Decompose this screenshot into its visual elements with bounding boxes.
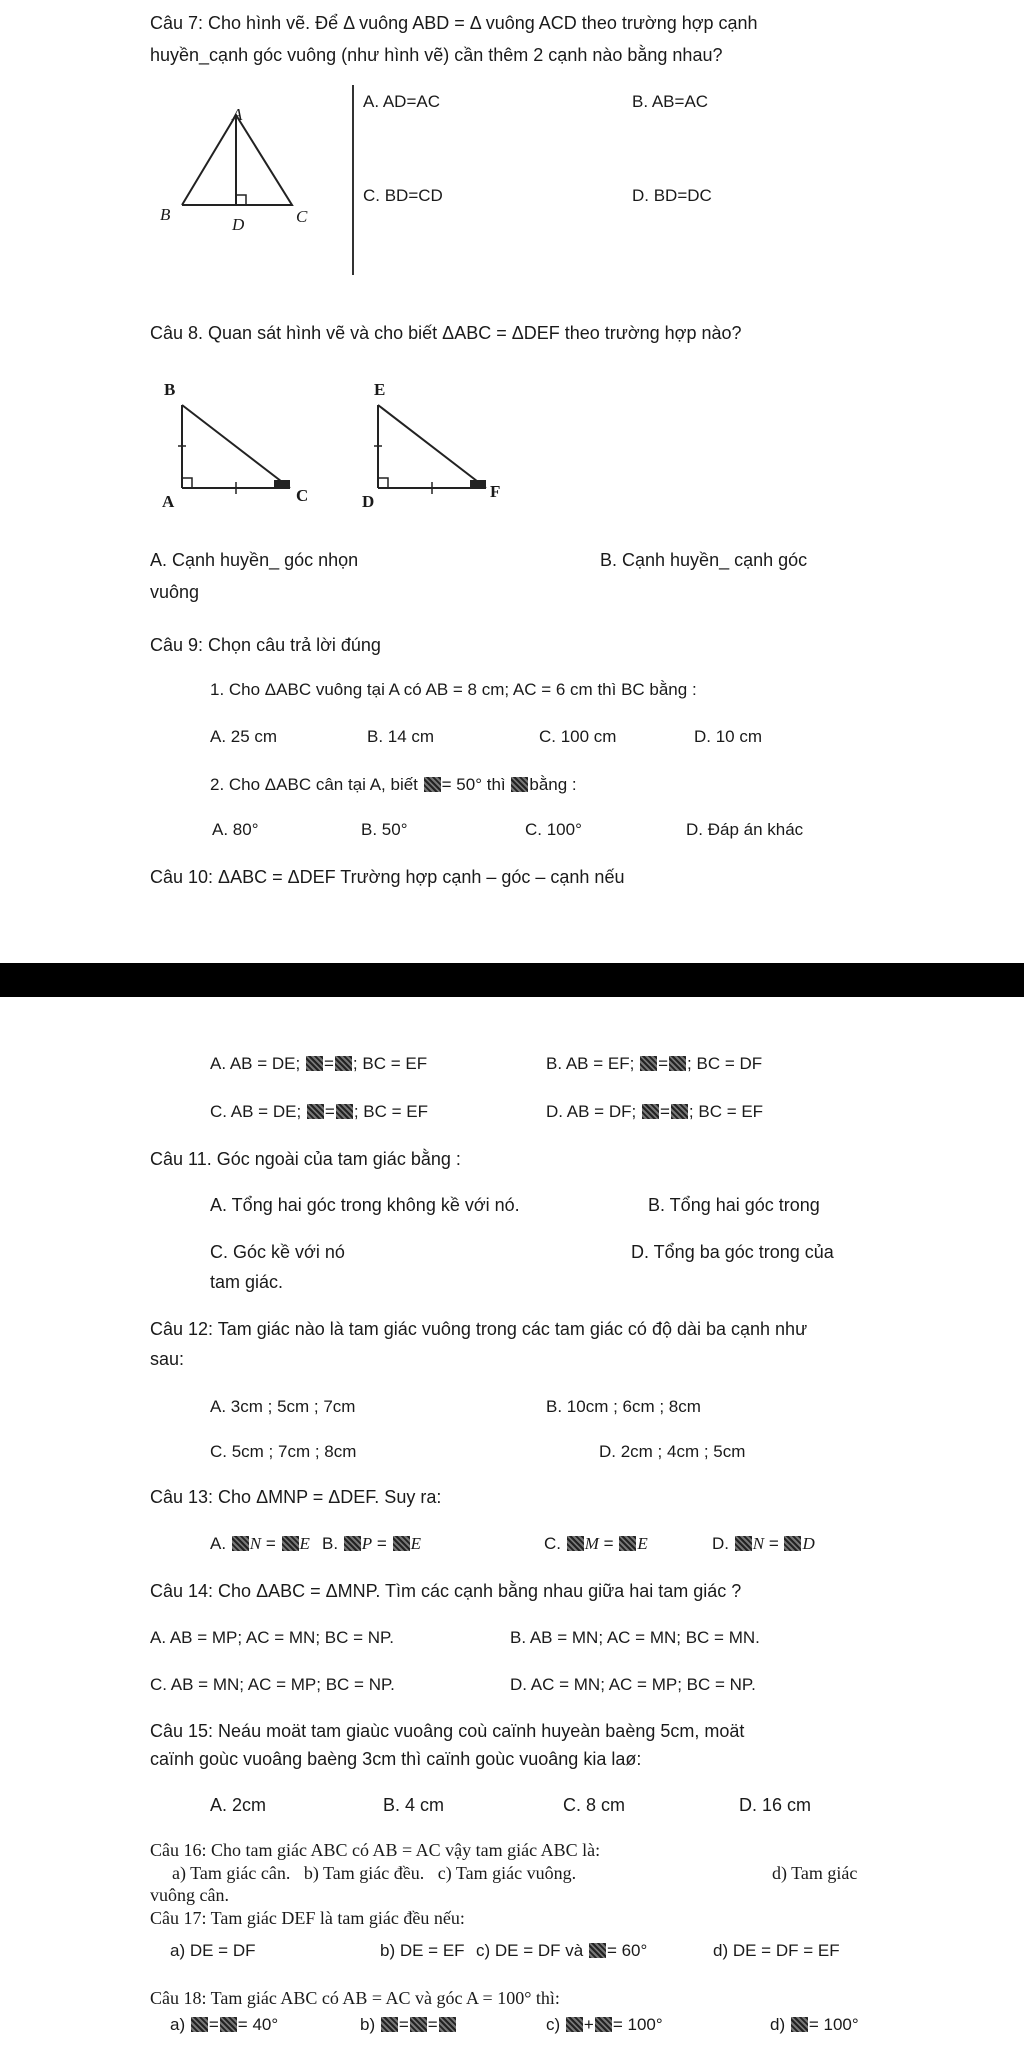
q10-option-d-pre: D. AB = DF;	[546, 1102, 637, 1121]
q17-option-c-pre: c) DE = DF và	[476, 1941, 584, 1960]
angle-symbol-icon	[306, 1056, 323, 1071]
q10-option-a-pre: A. AB = DE;	[210, 1054, 301, 1073]
q15-line1: Câu 15: Neáu moät tam giaùc vuoâng coù caïnh huyeàn baèng 5cm, moät	[150, 1721, 745, 1741]
q8-label-f: F	[490, 482, 501, 501]
q9-sub2	[210, 773, 577, 797]
q8-option-a: A. Cạnh huyền_ góc nhọn	[150, 550, 359, 570]
q11-option-d: D. Tổng ba góc trong của	[631, 1242, 834, 1262]
q9-sub1-option-a: A. 25 cm	[210, 727, 278, 746]
q7-label-c: C	[296, 207, 308, 226]
q13-option-a-left: N	[249, 1534, 262, 1553]
q13-option-c-left: M	[584, 1534, 599, 1553]
q17-option-b: b) DE = EF	[380, 1941, 465, 1960]
q14-option-a: A. AB = MP; AC = MN; BC = NP.	[150, 1628, 394, 1647]
angle-symbol-icon	[669, 1056, 686, 1071]
angle-symbol-icon	[642, 1104, 659, 1119]
q10-option-d: D. AB = DF; = ; BC = EF	[546, 1102, 764, 1121]
q13-option-d-eq: =	[768, 1534, 779, 1553]
q13-option-d-left: N	[752, 1534, 765, 1553]
q10-option-c-post: ; BC = EF	[353, 1102, 429, 1121]
q13-option-c-pre: C.	[544, 1534, 561, 1553]
q13-option-a-pre: A.	[210, 1534, 227, 1553]
q17-option-c	[476, 1939, 647, 1963]
q13-option-b	[322, 1532, 421, 1556]
angle-symbol-icon	[191, 2017, 208, 2032]
q17-question: Câu 17: Tam giác DEF là tam giác đều nếu:	[150, 1908, 465, 1928]
q10-option-b-pre: B. AB = EF;	[546, 1054, 635, 1073]
q16-options: a) Tam giác cân. b) Tam giác đều. c) Tam giác vuông.	[172, 1863, 577, 1883]
q15-option-d: D. 16 cm	[739, 1795, 812, 1815]
page-top	[0, 0, 1024, 963]
q11-option-a: A. Tổng hai góc trong không kề với nó.	[210, 1195, 520, 1215]
q13-option-d-pre: D.	[712, 1534, 729, 1553]
q10-option-a: A. AB = DE; = ; BC = EF	[210, 1054, 428, 1073]
q12-option-c: C. 5cm ; 7cm ; 8cm	[210, 1442, 357, 1461]
angle-symbol-icon	[589, 1943, 606, 1958]
q11-option-c: C. Góc kề với nó	[210, 1242, 345, 1262]
q18-option-a: a) = = 40°	[170, 2015, 279, 2034]
q7-line2: huyền_cạnh góc vuông (như hình vẽ) cần thêm 2 cạnh nào bằng nhau?	[150, 45, 723, 65]
angle-symbol-icon	[220, 2017, 237, 2032]
q9-sub1-option-c: C. 100 cm	[539, 727, 617, 746]
q10-option-d-post: ; BC = EF	[688, 1102, 764, 1121]
q7-label-b: B	[160, 205, 171, 224]
q7-divider	[352, 85, 354, 275]
q13-option-d-right: D	[802, 1534, 815, 1553]
q18-option-c-pre: c)	[546, 2015, 561, 2034]
q8-label-b: B	[164, 380, 176, 399]
q12-line1: Câu 12: Tam giác nào là tam giác vuông trong các tam giác có độ dài ba cạnh như	[150, 1319, 808, 1339]
q9-sub2-option-c: C. 100°	[525, 820, 582, 839]
angle-symbol-icon	[511, 777, 528, 792]
q11-question: Câu 11. Góc ngoài của tam giác bằng :	[150, 1149, 461, 1169]
angle-symbol-icon	[567, 1536, 584, 1551]
q12-option-d: D. 2cm ; 4cm ; 5cm	[599, 1442, 746, 1461]
q13-option-c	[544, 1532, 648, 1556]
q13-option-b-right: E	[410, 1534, 421, 1553]
q8-label-c: C	[296, 486, 309, 505]
q13-question: Câu 13: Cho ΔMNP = ΔDEF. Suy ra:	[150, 1487, 442, 1507]
angle-symbol-icon	[595, 2017, 612, 2032]
angle-symbol-icon	[619, 1536, 636, 1551]
q7-label-a: A	[232, 105, 243, 124]
q8-option-b-cont: vuông	[150, 582, 200, 602]
q9-sub1-option-b: B. 14 cm	[367, 727, 435, 746]
q8-triangle-abc	[170, 400, 310, 500]
q18-option-a-post: = 40°	[237, 2015, 279, 2034]
angle-symbol-icon	[671, 1104, 688, 1119]
q18-option-d	[770, 2013, 859, 2037]
q8-triangle-def	[366, 400, 506, 500]
q18-option-a-pre: a)	[170, 2015, 186, 2034]
q14-question: Câu 14: Cho ΔABC = ΔMNP. Tìm các cạnh bằng nhau giữa hai tam giác ?	[150, 1581, 742, 1601]
q15-option-b: B. 4 cm	[383, 1795, 445, 1815]
q7-line1: Câu 7: Cho hình vẽ. Để Δ vuông ABD = Δ vuông ACD theo trường hợp cạnh	[150, 13, 758, 33]
q17-option-c-post: = 60°	[606, 1941, 648, 1960]
q12-option-a: A. 3cm ; 5cm ; 7cm	[210, 1397, 356, 1416]
q16-question: Câu 16: Cho tam giác ABC có AB = AC vậy tam giác ABC là:	[150, 1840, 601, 1860]
q12-line2: sau:	[150, 1349, 185, 1369]
q10-option-a-post: ; BC = EF	[352, 1054, 428, 1073]
page-bottom	[0, 997, 1024, 2056]
angle-symbol-icon	[381, 2017, 398, 2032]
q9-sub2-post: bằng :	[529, 775, 577, 794]
q13-option-b-eq: =	[376, 1534, 387, 1553]
q13-option-a-eq: =	[265, 1534, 276, 1553]
q18-option-d-pre: d)	[770, 2015, 786, 2034]
q13-option-c-eq: =	[603, 1534, 614, 1553]
q18-question: Câu 18: Tam giác ABC có AB = AC và góc A = 100° thì:	[150, 1988, 560, 2008]
q10-question: Câu 10: ΔABC = ΔDEF Trường hợp cạnh – góc – cạnh nếu	[150, 867, 625, 887]
q10-option-b: B. AB = EF; = ; BC = DF	[546, 1054, 763, 1073]
q9-sub1: 1. Cho ΔABC vuông tại A có AB = 8 cm; AC = 6 cm thì BC bằng :	[210, 680, 697, 699]
q8-option-b: B. Cạnh huyền_ cạnh góc	[600, 550, 808, 570]
q7-option-c: C. BD=CD	[363, 186, 443, 205]
q17-option-a: a) DE = DF	[170, 1941, 256, 1960]
q7-option-d: D. BD=DC	[632, 186, 712, 205]
q7-option-b: B. AB=AC	[632, 92, 709, 111]
q7-option-a: A. AD=AC	[363, 92, 441, 111]
angle-symbol-icon	[344, 1536, 361, 1551]
q13-option-b-left: P	[361, 1534, 373, 1553]
q13-option-b-pre: B.	[322, 1534, 339, 1553]
q9-sub2-option-b: B. 50°	[361, 820, 408, 839]
angle-symbol-icon	[439, 2017, 456, 2032]
q9-title: Câu 9: Chọn câu trả lời đúng	[150, 635, 381, 655]
q18-option-d-post: = 100°	[808, 2015, 859, 2034]
q15-option-a: A. 2cm	[210, 1795, 267, 1815]
angle-symbol-icon	[282, 1536, 299, 1551]
angle-symbol-icon	[307, 1104, 324, 1119]
angle-symbol-icon	[784, 1536, 801, 1551]
q8-label-a: A	[162, 492, 175, 511]
q8-question: Câu 8. Quan sát hình vẽ và cho biết ΔABC = ΔDEF theo trường hợp nào?	[150, 323, 742, 343]
q9-sub2-option-a: A. 80°	[212, 820, 259, 839]
q12-option-b: B. 10cm ; 6cm ; 8cm	[546, 1397, 701, 1416]
q9-sub2-pre: 2. Cho ΔABC cân tại A, biết	[210, 775, 418, 794]
angle-symbol-icon	[640, 1056, 657, 1071]
q13-option-d	[712, 1532, 815, 1556]
q18-option-c-post: = 100°	[612, 2015, 663, 2034]
q14-option-d: D. AC = MN; AC = MP; BC = NP.	[510, 1675, 756, 1694]
q18-option-c: c) + = 100°	[546, 2015, 663, 2034]
angle-symbol-icon	[410, 2017, 427, 2032]
q9-sub2-option-d: D. Đáp án khác	[686, 820, 804, 839]
q17-option-d: d) DE = DF = EF	[713, 1941, 840, 1960]
q11-option-d-cont: tam giác.	[210, 1272, 284, 1292]
q18-option-b: b) = =	[360, 2013, 457, 2037]
q15-line2: caïnh goùc vuoâng baèng 3cm thì caïnh goùc vuoâng kia laø:	[150, 1749, 642, 1769]
q18-option-b-pre: b)	[360, 2015, 376, 2034]
angle-symbol-icon	[393, 1536, 410, 1551]
q14-option-b: B. AB = MN; AC = MN; BC = MN.	[510, 1628, 760, 1647]
angle-symbol-icon	[232, 1536, 249, 1551]
angle-symbol-icon	[566, 2017, 583, 2032]
q14-option-c: C. AB = MN; AC = MP; BC = NP.	[150, 1675, 395, 1694]
q7-label-d: D	[232, 215, 245, 234]
angle-symbol-icon	[424, 777, 441, 792]
angle-symbol-icon	[735, 1536, 752, 1551]
q9-sub2-mid: = 50° thì	[441, 775, 506, 794]
q8-label-e: E	[374, 380, 386, 399]
q15-option-c: C. 8 cm	[563, 1795, 626, 1815]
angle-symbol-icon	[335, 1056, 352, 1071]
q16-option-d: d) Tam giác	[772, 1863, 858, 1883]
q10-option-c: C. AB = DE; = ; BC = EF	[210, 1102, 429, 1121]
q16-option-d-cont: vuông cân.	[150, 1885, 229, 1905]
q9-sub1-option-d: D. 10 cm	[694, 727, 763, 746]
angle-symbol-icon	[791, 2017, 808, 2032]
q10-option-c-pre: C. AB = DE;	[210, 1102, 302, 1121]
q10-option-b-post: ; BC = DF	[687, 1054, 763, 1073]
q11-option-b: B. Tổng hai góc trong	[648, 1195, 820, 1215]
angle-symbol-icon	[336, 1104, 353, 1119]
q13-option-a-right: E	[299, 1534, 310, 1553]
q8-label-d: D	[362, 492, 375, 511]
q13-option-a	[210, 1532, 310, 1556]
q13-option-c-right: E	[637, 1534, 648, 1553]
